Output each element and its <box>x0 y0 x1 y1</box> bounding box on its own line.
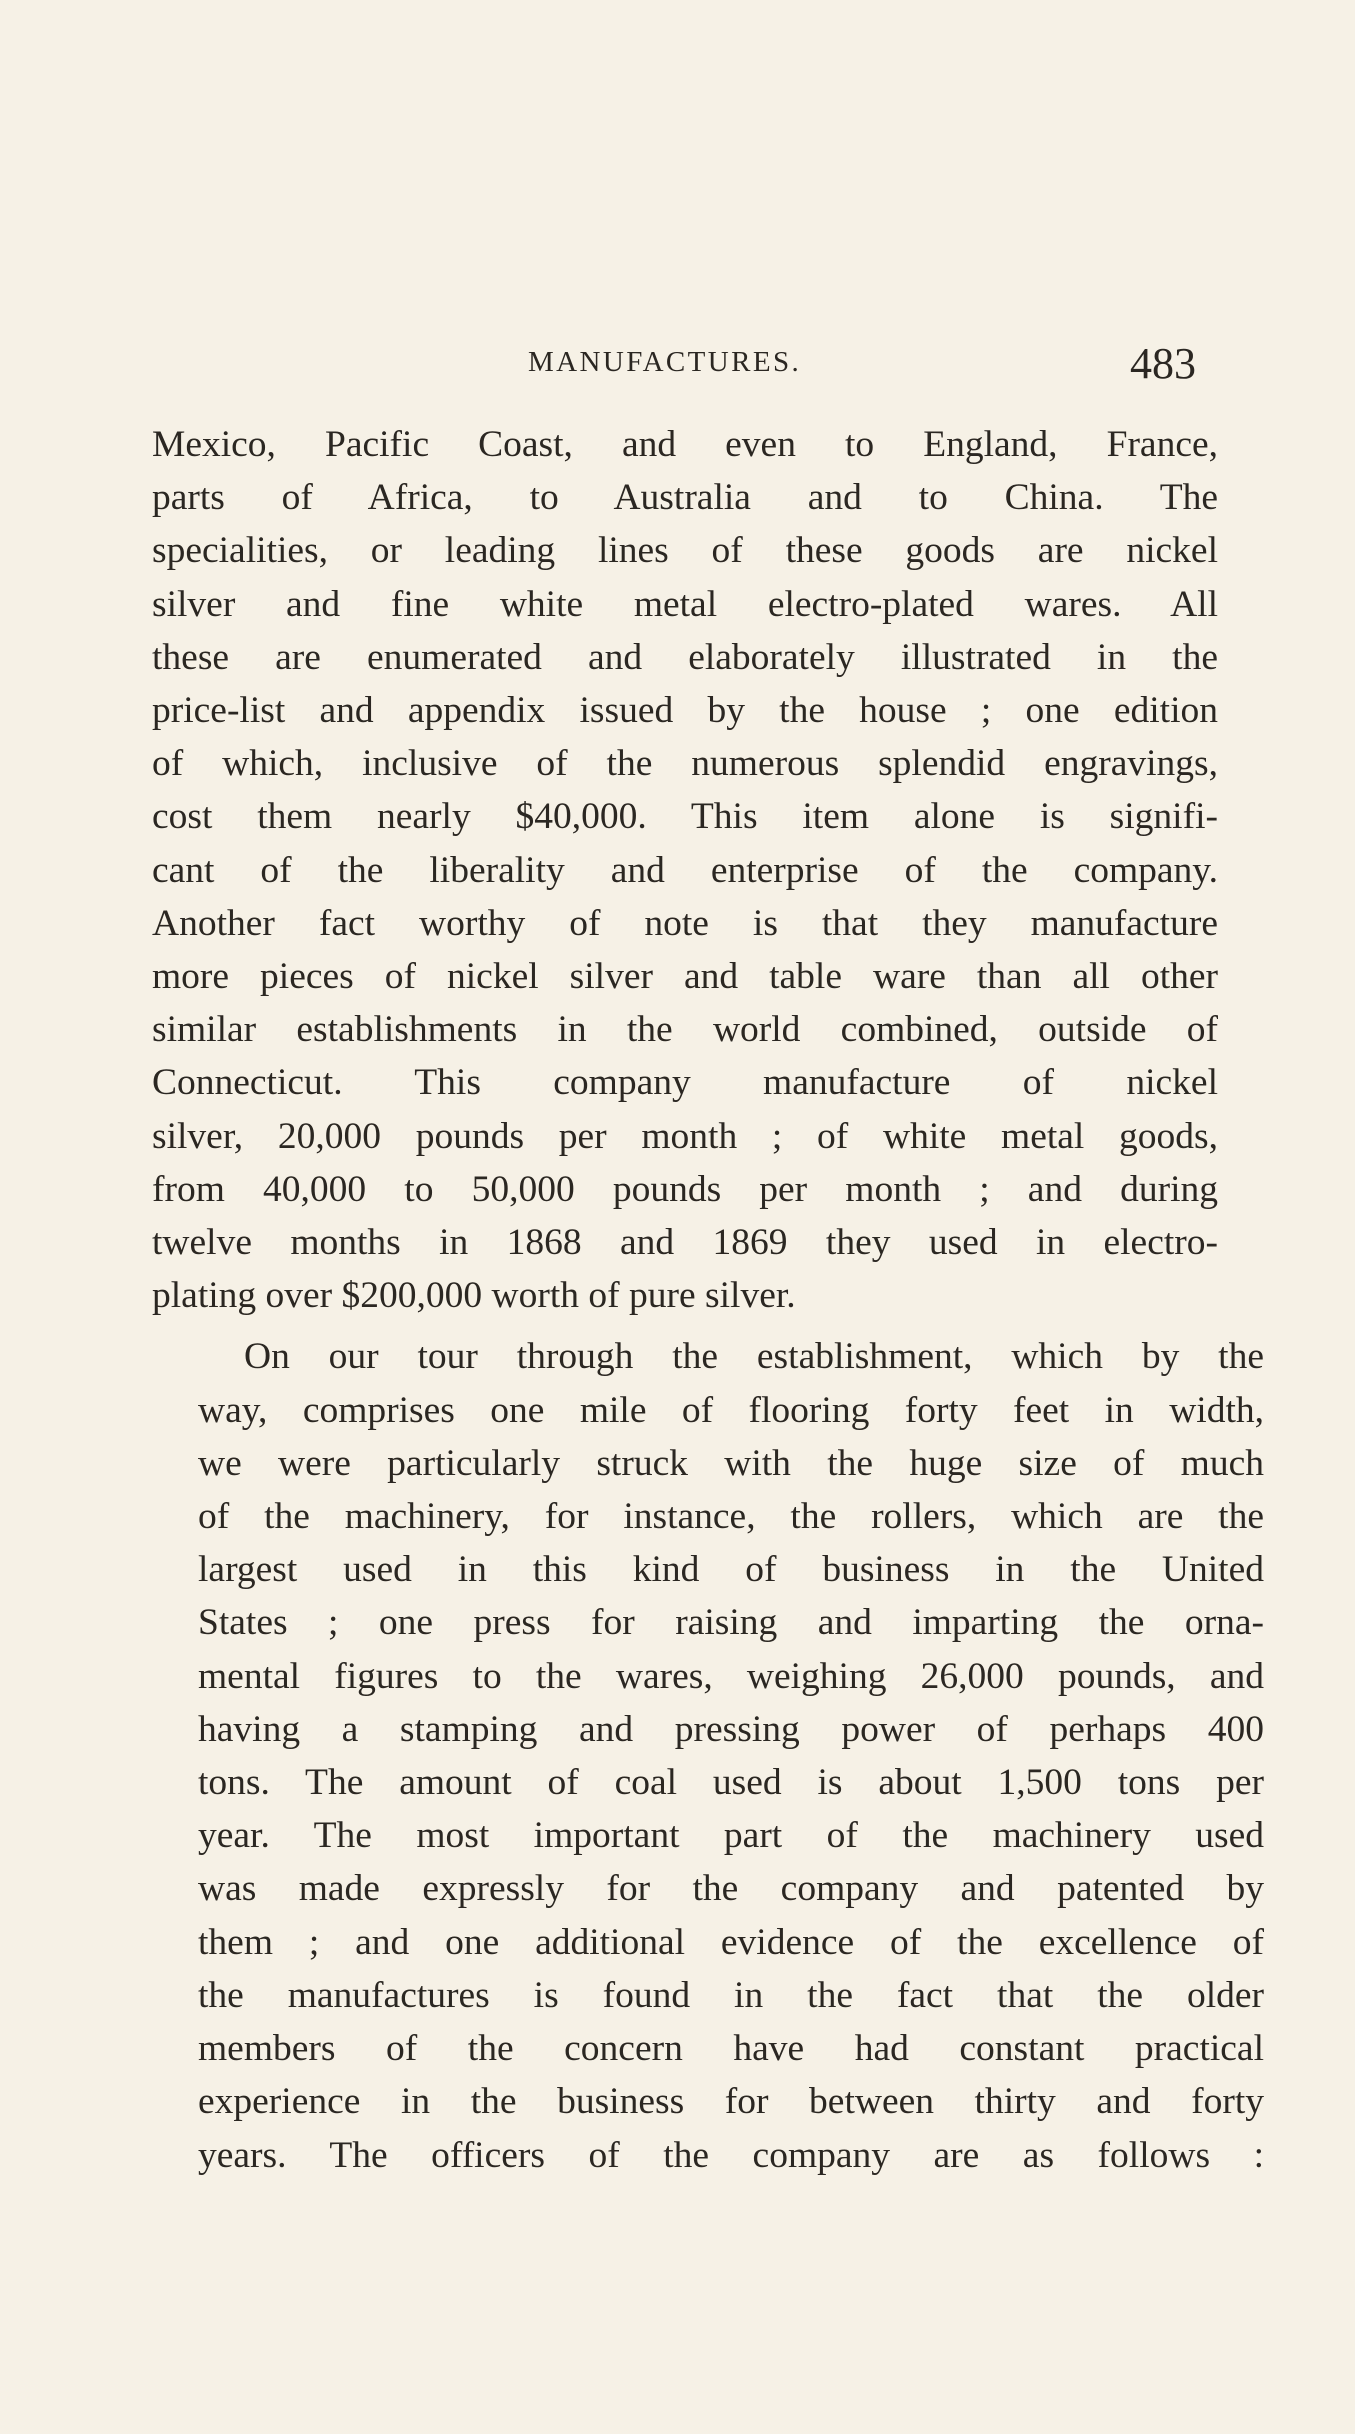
text-line: plating over $200,000 worth of pure silver. <box>152 1275 796 1317</box>
text-line: Connecticut. This company manufacture of nickel <box>152 1062 1218 1104</box>
text-line: twelve months in 1868 and 1869 they used in electro- <box>152 1222 1218 1264</box>
text-line: tons. The amount of coal used is about 1,500 tons per <box>198 1762 1264 1804</box>
text-line: parts of Africa, to Australia and to China. The <box>152 477 1218 519</box>
text-line: Mexico, Pacific Coast, and even to England, France, <box>152 424 1218 465</box>
text-line: more pieces of nickel silver and table ware than all other <box>152 956 1218 998</box>
running-head <box>0 338 1355 398</box>
text-line: having a stamping and pressing power of perhaps 400 <box>198 1708 1264 1750</box>
text-line: of which, inclusive of the numerous splendid engravings, <box>152 743 1218 785</box>
text-line: the manufactures is found in the fact that the older <box>198 1974 1264 2016</box>
body-text <box>152 418 1264 2182</box>
text-line: Another fact worthy of note is that they manufacture <box>152 902 1218 944</box>
text-line: silver and fine white metal electro-plated wares. All <box>152 583 1218 625</box>
page-number: 483 <box>1130 339 1196 388</box>
text-line: we were particularly struck with the huge size of much <box>198 1442 1264 1484</box>
text-line: silver, 20,000 pounds per month ; of white metal goods, <box>152 1115 1218 1157</box>
text-line: cant of the liberality and enterprise of the company. <box>152 849 1218 891</box>
text-line: years. The officers of the company are as follows : <box>198 2134 1264 2176</box>
text-line: largest used in this kind of business in the United <box>198 1549 1264 1591</box>
text-line: was made expressly for the company and patented by <box>198 1868 1264 1910</box>
text-line: from 40,000 to 50,000 pounds per month ; and during <box>152 1168 1218 1210</box>
text-line: On our tour through the establishment, which by the <box>244 1336 1264 1378</box>
text-line: them ; and one additional evidence of the excellence of <box>198 1921 1264 1963</box>
text-line: cost them nearly $40,000. This item alone is signifi- <box>152 796 1218 838</box>
text-line: year. The most important part of the machinery used <box>198 1815 1264 1857</box>
text-line: specialities, or leading lines of these goods are nickel <box>152 530 1218 572</box>
text-line: way, comprises one mile of flooring forty feet in width, <box>198 1389 1264 1431</box>
paragraph-continued <box>152 418 1218 1322</box>
paragraph <box>152 1330 1264 2181</box>
text-line: States ; one press for raising and imparting the orna- <box>198 1602 1264 1644</box>
text-line: similar establishments in the world combined, outside of <box>152 1009 1218 1051</box>
text-line: price-list and appendix issued by the house ; one edition <box>152 690 1218 732</box>
text-line: mental figures to the wares, weighing 26,000 pounds, and <box>198 1655 1264 1697</box>
text-line: of the machinery, for instance, the rollers, which are the <box>198 1496 1264 1538</box>
text-line: these are enumerated and elaborately illustrated in the <box>152 636 1218 678</box>
text-line: experience in the business for between thirty and forty <box>198 2081 1264 2123</box>
running-head-title: MANUFACTURES. <box>528 346 802 378</box>
text-line: members of the concern have had constant practical <box>198 2028 1264 2070</box>
